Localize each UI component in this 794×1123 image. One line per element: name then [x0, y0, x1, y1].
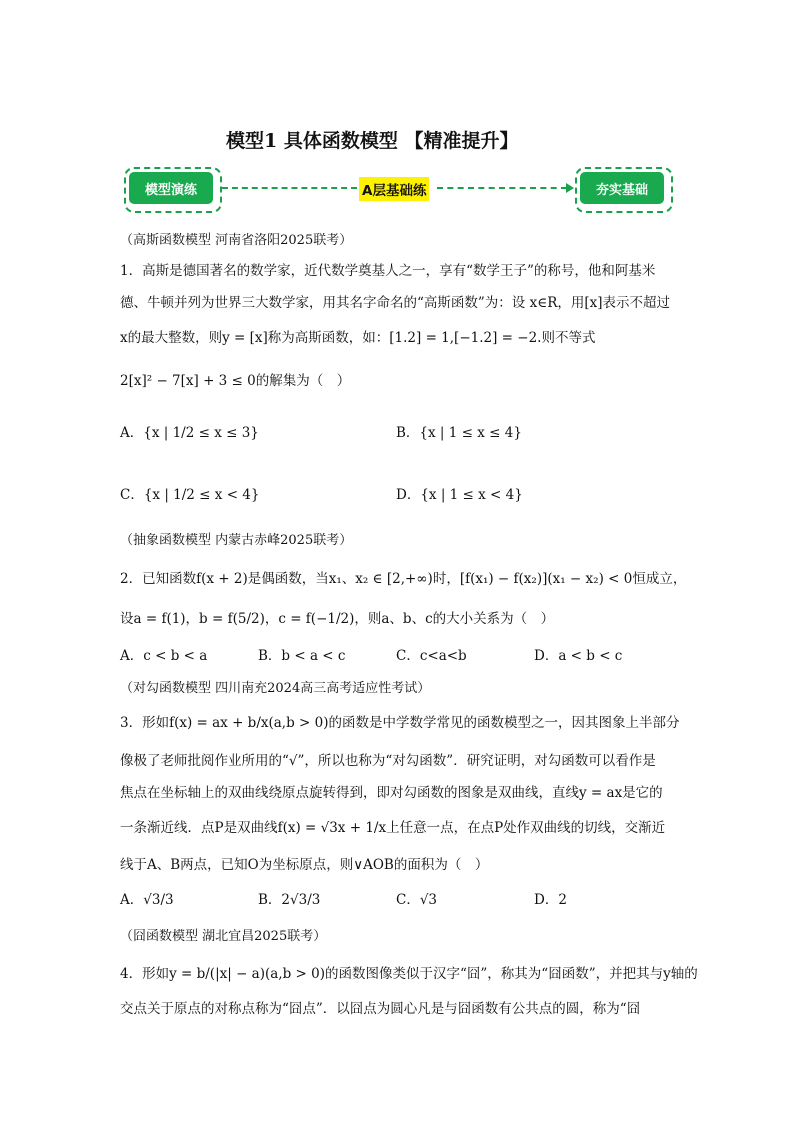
- page-title: 模型1 具体函数模型 【精准提升】: [226, 130, 519, 152]
- q2-option-a: A．c < b < a: [120, 648, 208, 664]
- q2-line2: 设a = f(1)，b = f(5/2)，c = f(−1/2)，则a、b、c的大小关系为（ ）: [120, 611, 555, 627]
- q3-line5: 线于A、B两点，已知O为坐标原点，则∨AOB的面积为（ ）: [120, 857, 489, 873]
- q2-option-d: D．a < b < c: [534, 648, 623, 664]
- q1-option-c: C．{x | 1/2 ≤ x < 4}: [120, 487, 260, 503]
- q2-source: （抽象函数模型 内蒙古赤峰2025联考）: [120, 533, 353, 548]
- banner-dash-left: [222, 187, 357, 189]
- q2-option-b: B．b < a < c: [258, 648, 346, 664]
- banner-right-label: 夯实基础: [580, 172, 664, 204]
- q3-line2: 像极了老师批阅作业所用的“√”，所以也称为“对勾函数”．研究证明，对勾函数可以看作是: [120, 753, 656, 769]
- q1-line1: 1．高斯是德国著名的数学家，近代数学奠基人之一，享有“数学王子”的称号，他和阿基米: [120, 263, 656, 279]
- q2-option-c: C．c<a<b: [396, 648, 467, 664]
- q1-option-d: D．{x | 1 ≤ x < 4}: [396, 487, 523, 503]
- q1-line4: 2[x]² − 7[x] + 3 ≤ 0的解集为（ ）: [120, 373, 351, 389]
- banner-dash-right: [437, 187, 567, 189]
- q1-line3: x的最大整数，则y = [x]称为高斯函数，如：[1.2] = 1,[−1.2] = −2.则不等式: [120, 330, 596, 346]
- q1-option-a: A．{x | 1/2 ≤ x ≤ 3}: [120, 425, 259, 441]
- q3-line3: 焦点在坐标轴上的双曲线绕原点旋转得到，即对勾函数的图象是双曲线，直线y = ax是它的: [120, 785, 663, 801]
- q3-source: （对勾函数模型 四川南充2024高三高考适应性考试）: [120, 681, 431, 696]
- arrow-right-icon: [566, 183, 574, 193]
- q3-line1: 3．形如f(x) = ax + b/x(a,b > 0)的函数是中学数学常见的函数模型之一，因其图象上半部分: [120, 715, 680, 731]
- q4-line2: 交点关于原点的对称点称为“囧点”．以囧点为圆心凡是与囧函数有公共点的圆，称为“囧: [120, 1001, 641, 1017]
- q4-line1: 4．形如y = b/(|x| − a)(a,b > 0)的函数图像类似于汉字“囧”，称其为“囧函数”，并把其与y轴的: [120, 966, 698, 982]
- q3-line4: 一条渐近线．点P是双曲线f(x) = √3x + 1/x上任意一点，在点P处作双曲线的切线，交渐近: [120, 820, 666, 836]
- q3-option-d: D．2: [534, 892, 567, 908]
- q1-option-b: B．{x | 1 ≤ x ≤ 4}: [396, 425, 522, 441]
- q3-option-b: B．2√3/3: [258, 892, 321, 908]
- q3-option-c: C．√3: [396, 892, 438, 908]
- q1-line2: 德、牛顿并列为世界三大数学家，用其名字命名的“高斯函数”为：设 x∈R，用[x]表示不超过: [120, 295, 671, 311]
- q2-line1: 2．已知函数f(x + 2)是偶函数，当x₁、x₂ ∈ [2,+∞)时，[f(x₁) − f(x₂)](x₁ − x₂) < 0恒成立，: [120, 571, 687, 587]
- q1-source: （高斯函数模型 河南省洛阳2025联考）: [120, 233, 353, 248]
- banner-center-label: A层基础练: [359, 177, 429, 201]
- banner-left-label: 模型演练: [129, 172, 213, 204]
- q4-source: （囧函数模型 湖北宜昌2025联考）: [120, 929, 327, 944]
- q3-option-a: A．√3/3: [120, 892, 174, 908]
